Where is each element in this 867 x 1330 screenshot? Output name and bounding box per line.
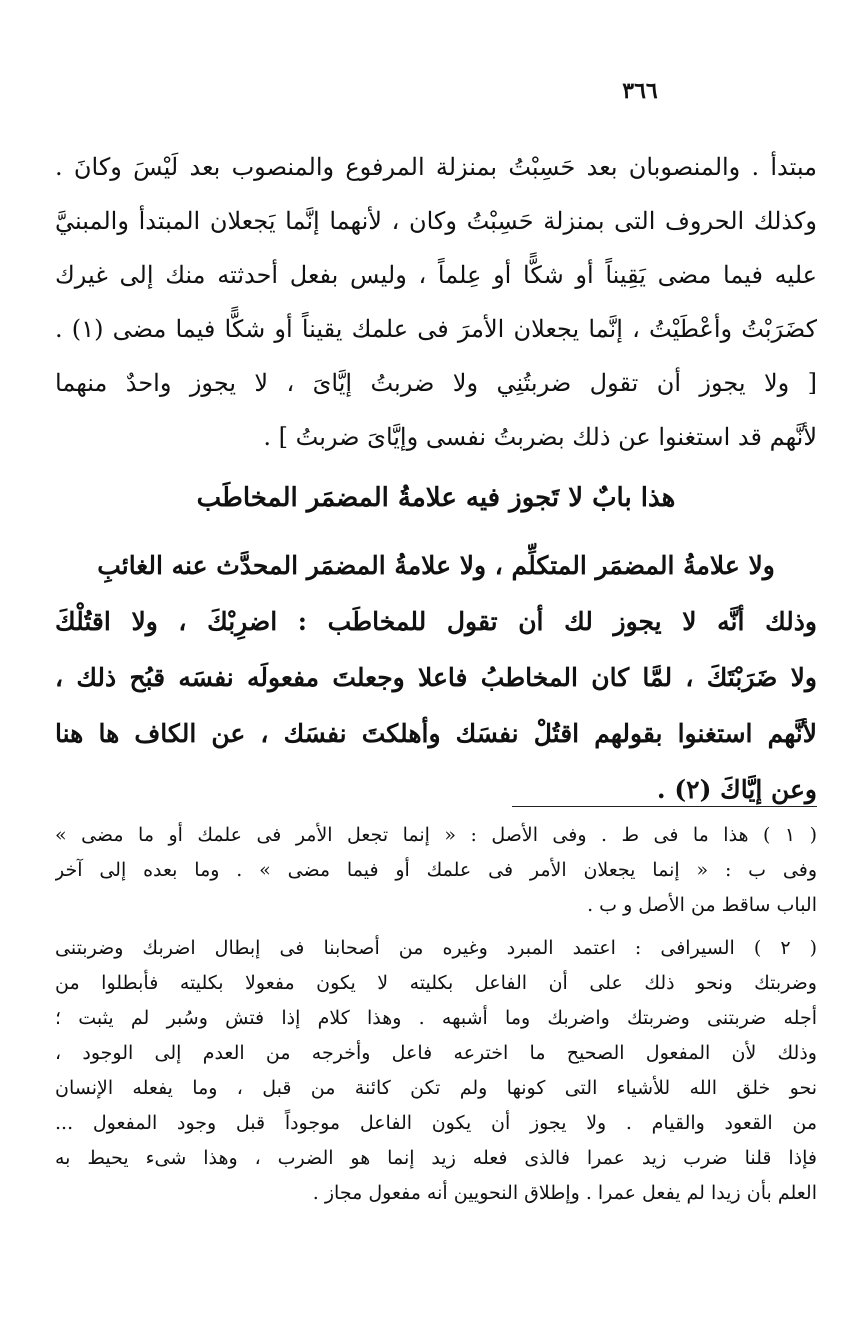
text-line: وذلك أنَّه لا يجوز لك أن تقول للمخاطَب : اضرِبْكَ ، ولا اقتُلْكَ	[55, 607, 817, 636]
footnote-line: من القعود والقيام . ولا يجوز أن يكون الفاعل موجوداً قبل وجود المفعول ...	[55, 1112, 817, 1134]
footnote-line: وضربتك ونحو ذلك على أن الفاعل بكليته لا يكون مفعولا بكليته فأبطلوا من	[55, 972, 817, 994]
text-line: لأنَّهم استغنوا بقولهم اقتُلْ نفسَك وأهلكتَ نفسَك ، عن الكاف ها هنا	[55, 719, 817, 748]
text-line: عليه فيما مضى يَقِيناً أو شكًّا أو عِلماً ، وليس بفعل أحدثته منك إلى غيرك	[55, 261, 817, 289]
footnote-line: أجله ضربتنى وضربتك واضربك وما أشبهه . وهذا كلام إذا فتش وسُبر لم يثبت ؛	[55, 1007, 817, 1029]
chapter-heading: هذا بابٌ لا تَجوز فيه علامةُ المضمَر المخاطَب	[196, 483, 676, 513]
text-line: [ ولا يجوز أن تقول ضربتُنِي ولا ضربتُ إيَّاىَ ، لا يجوز واحدٌ منهما	[55, 369, 817, 397]
footnotes	[55, 818, 817, 1211]
footnote-line: وفى ب : « إنما يجعلان الأمر فى علمك أو فيما مضى » . وما بعده إلى آخر	[55, 859, 817, 881]
footnote-line: ( ١ ) هذا ما فى ط . وفى الأصل : « إنما تجعل الأمر فى علمك أو ما مضى »	[55, 824, 817, 846]
text-line: كضَرَبْتُ وأعْطَيْتُ ، إنَّما يجعلان الأمرَ فى علمك يقيناً أو شكًّا فيما مضى (١) .	[55, 315, 817, 343]
page-number: ٣٦٦	[622, 78, 658, 104]
text-line: وكذلك الحروف التى بمنزلة حَسِبْتُ وكان ، لأنهما إنَّما يَجعلان المبتدأ والمبنيَّ	[55, 207, 817, 235]
footnote-spacer	[55, 923, 817, 931]
footnote-line: فإذا قلنا ضرب زيد عمرا فالذى فعله زيد إنما هو الضرب ، وهذا شىء يحيط به	[55, 1147, 817, 1169]
chapter-subtitle-line: ولا علامةُ المضمَر المتكلِّم ، ولا علامةُ المضمَر المحدَّث عنه الغائبِ	[97, 551, 775, 580]
footnote-line: ( ٢ ) السيرافى : اعتمد المبرد وغيره من أصحابنا فى إبطال اضربك وضربتنى	[55, 937, 817, 959]
text-line: وعن إيَّاكَ (٢) .	[656, 775, 817, 804]
text-line: لأنَّهم قد استغنوا عن ذلك بضربتُ نفسى وإيَّاىَ ضربتُ ] .	[263, 423, 817, 451]
main-paragraph	[55, 140, 817, 464]
footnote-line: نحو خلق الله للأشياء التى كونها ولم تكن كائنة من قبل ، وما يفعله الإنسان	[55, 1077, 817, 1099]
footnote-line: العلم بأن زيدا لم يفعل عمرا . وإطلاق النحويين أنه مفعول مجاز .	[312, 1182, 817, 1204]
text-line: ولا ضَرَبْتَكَ ، لمَّا كان المخاطبُ فاعلا وجعلتَ مفعولَه نفسَه قبُح ذلك ،	[55, 663, 817, 692]
footnote-line: وذلك لأن المفعول الصحيح ما اخترعه فاعل وأخرجه من العدم إلى الوجود ،	[55, 1042, 817, 1064]
footnote-1	[55, 818, 817, 923]
chapter-paragraph	[55, 538, 817, 818]
text-line: مبتدأ . والمنصوبان بعد حَسِبْتُ بمنزلة المرفوع والمنصوب بعد لَيْسَ وكانَ .	[55, 153, 817, 181]
footnote-2	[55, 931, 817, 1211]
footnote-line: الباب ساقط من الأصل و ب .	[587, 894, 817, 916]
footnote-divider	[512, 806, 817, 807]
